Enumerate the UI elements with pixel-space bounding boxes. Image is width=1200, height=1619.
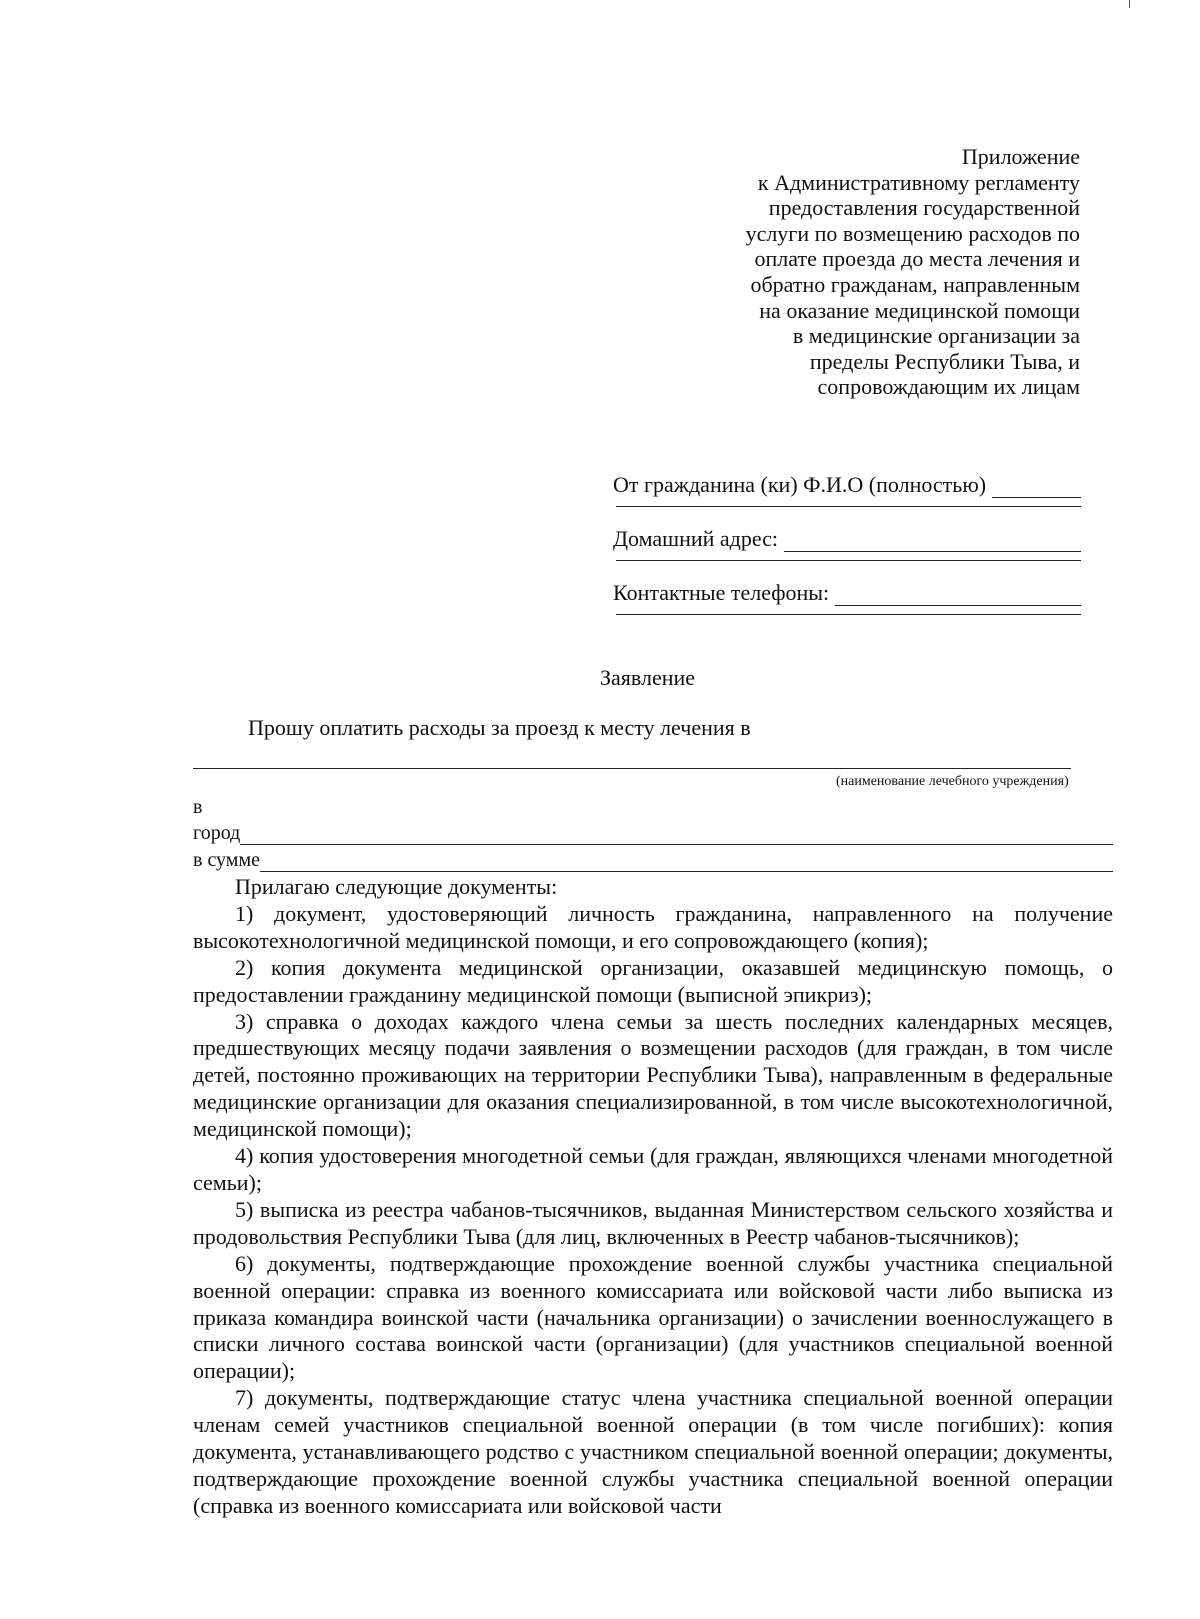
city-field [193,822,1113,845]
institution-blank [193,768,1071,769]
documents-intro: Прилагаю следующие документы: [235,874,558,899]
institution-caption: (наименование лечебного учреждения) [836,774,1069,789]
appendix-line: в медицинские организации за [792,323,1080,349]
scan-mark [1129,0,1130,8]
phones-blank-2 [616,614,1081,615]
appendix-line: оплате проезда до места лечения и [754,246,1080,272]
appendix-line: предоставления государственной [768,195,1080,221]
appendix-line: обратно гражданам, направленным [750,271,1080,297]
document-item: 6) документы, подтверждающие прохождение военной службы участника специальной военной операции: справка из военного комиссариата или войсковой части либо выписка из приказа командира воинской части (начальника организации) о зачислении военнослужащего в списки личного состава воинской части (организации) (для участников специальной военной операции); [193,1250,1113,1384]
sum-label: в сумме [193,849,260,871]
document-item: 5) выписка из реестра чабанов-тысячников, выданная Министерством сельского хозяйства и продовольствия Республики Тыва (для лиц, включенных в Реестр чабанов-тысячников); [193,1196,1113,1249]
city-blank [240,826,1113,845]
phones-field [613,580,1081,606]
citizen-name-blank-2 [616,506,1081,507]
citizen-name-blank [992,477,1081,498]
city-label: город [193,822,241,844]
phones-blank [835,585,1081,606]
address-field [613,526,1081,552]
citizen-name-field [613,472,1081,498]
appendix-line: Приложение [961,144,1080,169]
document-item: 4) копия удостоверения многодетной семьи (для граждан, являющихся членами многодетной семьи); [193,1143,1113,1195]
appendix-line: к Административному регламенту [757,169,1080,195]
appendix-line: пределы Республики Тыва, и [809,348,1080,374]
appendix-line: на оказание медицинской помощи [759,297,1080,323]
citizen-name-label: От гражданина (ки) Ф.И.О (полностью) [613,472,987,497]
phones-label: Контактные телефоны: [613,580,830,605]
sum-blank [260,853,1113,872]
address-label: Домашний адрес: [613,526,779,551]
document-item: 2) копия документа медицинской организации, оказавшей медицинскую помощь, о предоставлении гражданину медицинской помощи (выписной эпикриз); [193,954,1113,1007]
v-label: в [193,796,203,818]
request-text: Прошу оплатить расходы за проезд к месту лечения в [248,715,751,740]
address-blank-2 [616,560,1081,561]
appendix-line: услуги по возмещению расходов по [745,220,1080,246]
appendix-line: сопровождающим их лицам [817,374,1080,400]
document-item: 7) документы, подтверждающие статус члена участника специальной военной операции членам семей участников специальной военной операции (в том числе погибших): копия документа, устанавливающего родство с участником специальной военной операции; документы, подтверждающие прохождение военной службы участника специальной военной операции (справка из военного комиссариата или войсковой части [193,1385,1113,1518]
appendix-header [680,144,1080,400]
sum-field [193,849,1113,872]
documents-list [193,874,1113,1520]
document-item: 1) документ, удостоверяющий личность гражданина, направленного на получение высокотехнологичной медицинской помощи, и его сопровождающего (копия); [193,900,1113,953]
document-item: 3) справка о доходах каждого члена семьи за шесть последних календарных месяцев, предшествующих месяцу подачи заявления о возмещении расходов (для граждан, в том числе детей, постоянно проживающих на территории Республики Тыва), направленным в федеральные медицинские организации для оказания специализированной, в том числе высокотехнологичной, медицинской помощи); [193,1008,1113,1142]
address-blank [784,531,1081,552]
document-title: Заявление [600,665,696,690]
